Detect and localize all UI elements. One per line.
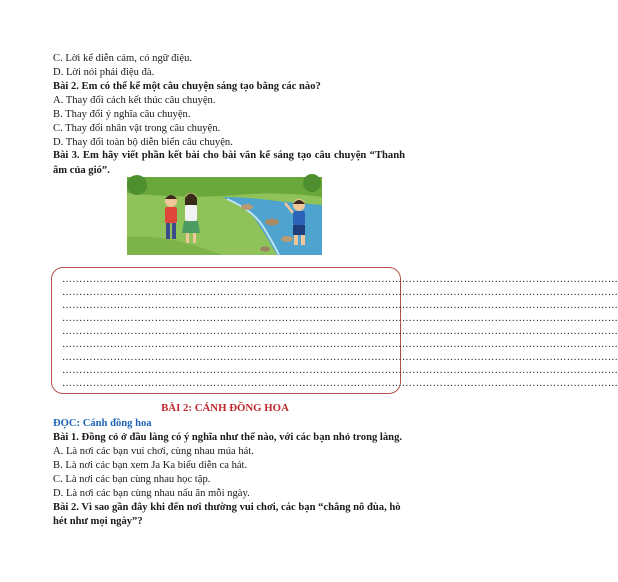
lesson2-q1-option-a: A. Là nơi các bạn vui chơi, cùng nhau múa hát. (53, 446, 254, 457)
q2-option-c: C. Thay đổi nhân vật trong câu chuyện. (53, 123, 221, 134)
lesson2-question-1: Bài 1. Đồng cỏ ở đầu làng có ý nghĩa như thế nào, với các bạn nhỏ trong làng. (53, 432, 403, 443)
lesson2-q1-option-d: D. Là nơi các bạn cùng nhau nấu ăn mỗi ngày. (53, 488, 250, 499)
lesson2-q1-option-b: B. Là nơi các bạn xem Ja Ka biểu diễn ca hát. (53, 460, 248, 471)
answer-line: ……………………………………………………………………………………………………………………………………………… (62, 287, 618, 298)
question-3: Bài 3. Em hãy viết phần kết bài cho bài văn kể sáng tạo câu chuyện “Thanh âm của gió”. (53, 150, 405, 176)
q2-option-d: D. Thay đổi toàn bộ diễn biến câu chuyện. (53, 137, 233, 148)
answer-line: ……………………………………………………………………………………………………………………………………………… (62, 300, 618, 311)
story-illustration (127, 177, 322, 255)
q2-option-b: B. Thay đổi ý nghĩa câu chuyện. (53, 109, 191, 120)
answer-line: ……………………………………………………………………………………………………………………………………………… (62, 352, 618, 363)
lesson2-question-2-cont: hét như mọi ngày”? (53, 516, 143, 527)
lesson2-q1-option-c: C. Là nơi các bạn cùng nhau học tập. (53, 474, 211, 485)
reading-label: ĐỌC: Cánh đồng hoa (53, 418, 152, 429)
q2-option-a: A. Thay đổi cách kết thúc câu chuyện. (53, 95, 216, 106)
answer-line: ……………………………………………………………………………………………………………………………………………… (62, 313, 618, 324)
answer-line: ……………………………………………………………………………………………………………………………………………… (62, 378, 618, 389)
option-d-line: D. Lời nói phải điệu đà. (53, 67, 155, 78)
question-2: Bài 2. Em có thể kể một câu chuyện sáng tạo bằng các nào? (53, 81, 321, 92)
option-c-line: C. Lời kể diễn cảm, có ngữ điệu. (53, 53, 193, 64)
answer-line: ……………………………………………………………………………………………………………………………………………… (62, 365, 618, 376)
lesson2-question-2: Bài 2. Vì sao gần đây khi đến nơi thường vui chơi, các bạn “chẳng nô đùa, hò (53, 502, 401, 513)
answer-line: ……………………………………………………………………………………………………………………………………………… (62, 274, 618, 285)
lesson-2-title: BÀI 2: CÁNH ĐỒNG HOA (161, 402, 289, 414)
answer-writing-box[interactable] (51, 267, 618, 394)
answer-line: ……………………………………………………………………………………………………………………………………………… (62, 326, 618, 337)
answer-line: ……………………………………………………………………………………………………………………………………………… (62, 339, 618, 350)
